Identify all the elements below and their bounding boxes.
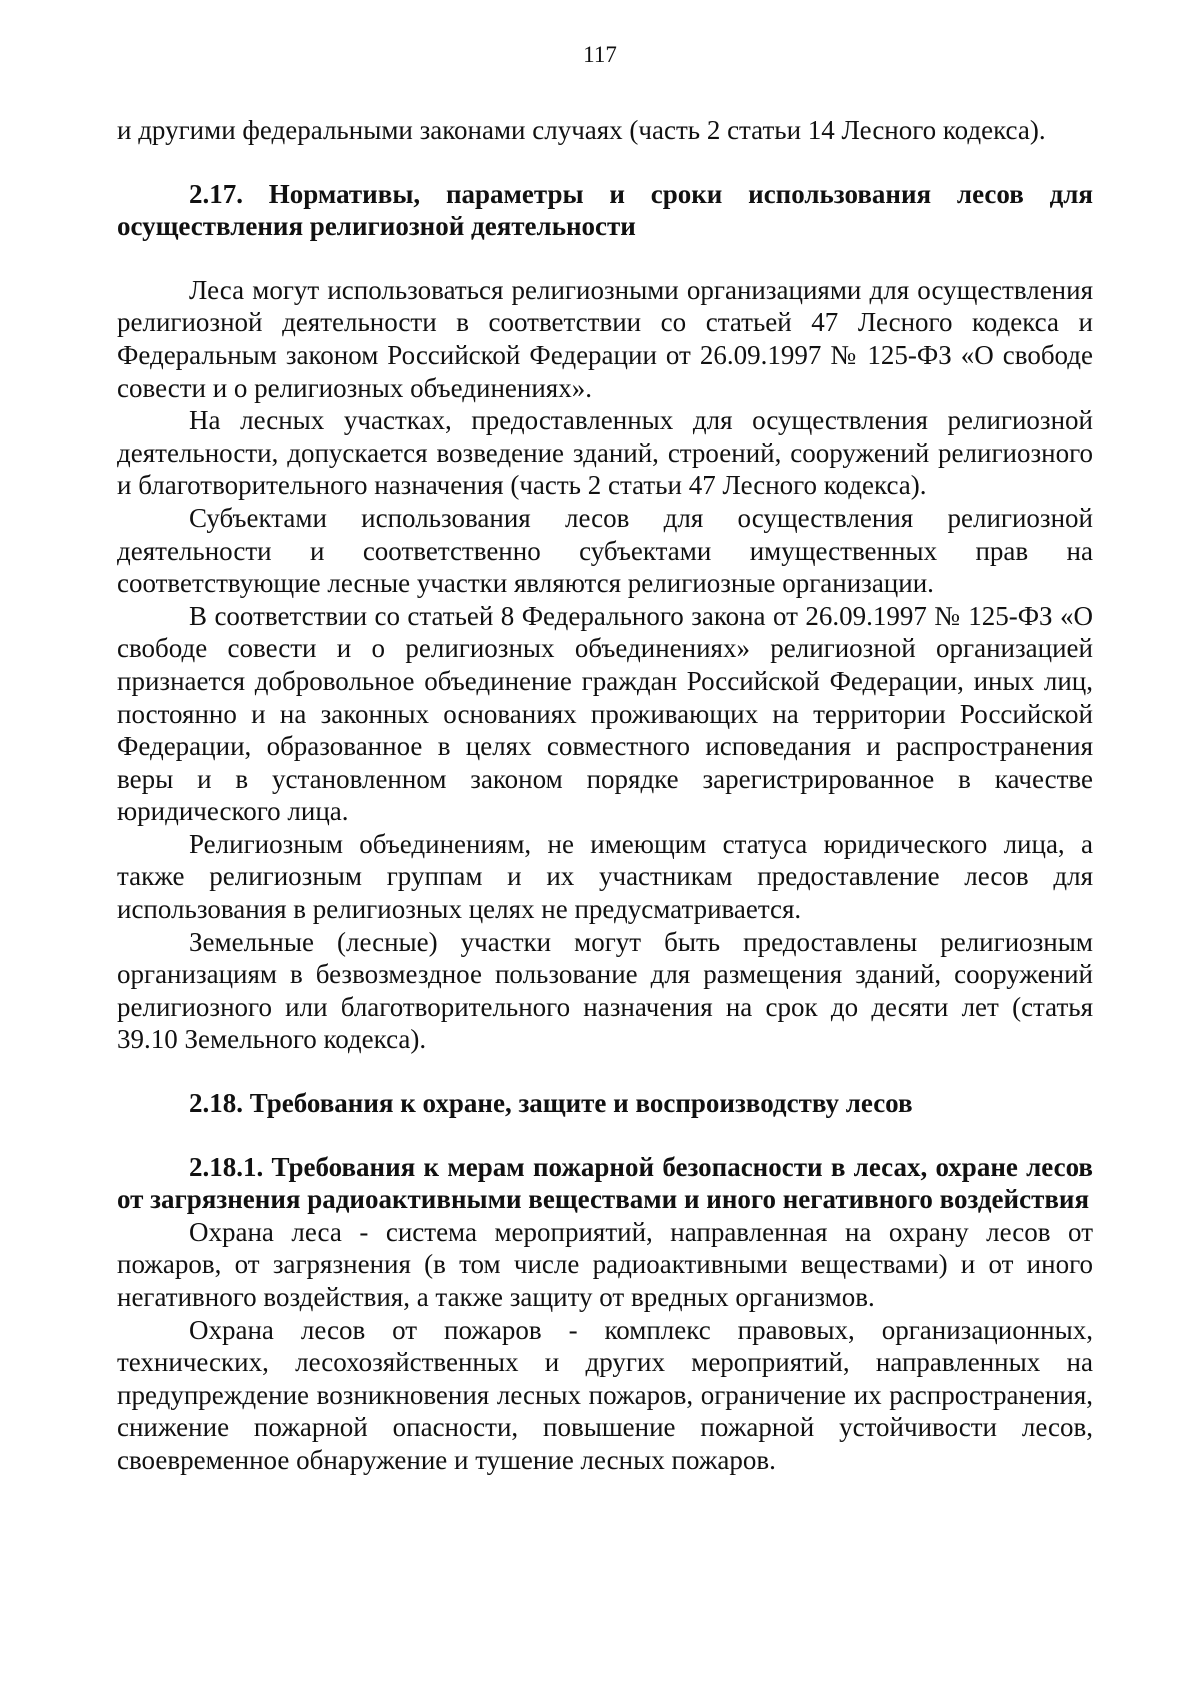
section-2-17-heading: 2.17. Нормативы, параметры и сроки использования лесов для осуществления религиозной деятельности — [117, 178, 1093, 242]
paragraph: Субъектами использования лесов для осуществления религиозной деятельности и соответственно субъектами имущественных прав на соответствующие лесные участки являются религиозные организации. — [117, 502, 1093, 599]
intro-paragraph: и другими федеральными законами случаях (часть 2 статьи 14 Лесного кодекса). — [117, 115, 1046, 145]
paragraph: Охрана леса - система мероприятий, направленная на охрану лесов от пожаров, от загрязнения (в том числе радиоактивными веществами) и от иного негативного воздействия, а также защиту от вредных организмов. — [117, 1216, 1093, 1312]
paragraph: Земельные (лесные) участки могут быть предоставлены религиозным организациям в безвозмездное пользование для размещения зданий, сооружений религиозного или благотворительного назначения на срок до десяти лет (статья 39.10 Земельного кодекса). — [117, 926, 1093, 1055]
paragraph: На лесных участках, предоставленных для осуществления религиозной деятельности, допускается возведение зданий, строений, сооружений религиозного и благотворительного назначения (часть 2 статьи 47 Лесного кодекса). — [117, 405, 1093, 501]
paragraph: Охрана лесов от пожаров - комплекс правовых, организационных, технических, лесохозяйственных и других мероприятий, направленных на предупреждение возникновения лесных пожаров, ограничение их распространения, снижение пожарной опасности, повышение пожарной устойчивости лесов, своевременное обнаружение и тушение лесных пожаров. — [117, 1314, 1093, 1475]
page-number: 117 — [583, 42, 617, 67]
section-2-18-1-heading: 2.18.1. Требования к мерам пожарной безопасности в лесах, охране лесов от загрязнения радиоактивными веществами и иного негативного воздействия — [117, 1151, 1093, 1215]
paragraph: Религиозным объединениям, не имеющим статуса юридического лица, а также религиозным группам и их участникам предоставление лесов для использования в религиозных целях не предусматривается. — [117, 828, 1093, 925]
section-2-18-heading: 2.18. Требования к охране, защите и воспроизводству лесов — [189, 1088, 913, 1119]
document-body — [117, 114, 1093, 1477]
paragraph: Леса могут использоваться религиозными организациями для осуществления религиозной деятельности в соответствии со статьей 47 Лесного кодекса и Федеральным законом Российской Федерации от 26.09.1997 № 125-ФЗ «О свободе совести и о религиозных объединениях». — [117, 274, 1093, 403]
paragraph: В соответствии со статьей 8 Федерального закона от 26.09.1997 № 125-ФЗ «О свободе совести и о религиозных объединениях» религиозной организацией признается добровольное объединение граждан Российской Федерации, иных лиц, постоянно и на законных основаниях проживающих на территории Российской Федерации, образованное в целях совместного исповедания и распространения веры и в установленном законом порядке зарегистрированное в качестве юридического лица. — [117, 600, 1093, 827]
